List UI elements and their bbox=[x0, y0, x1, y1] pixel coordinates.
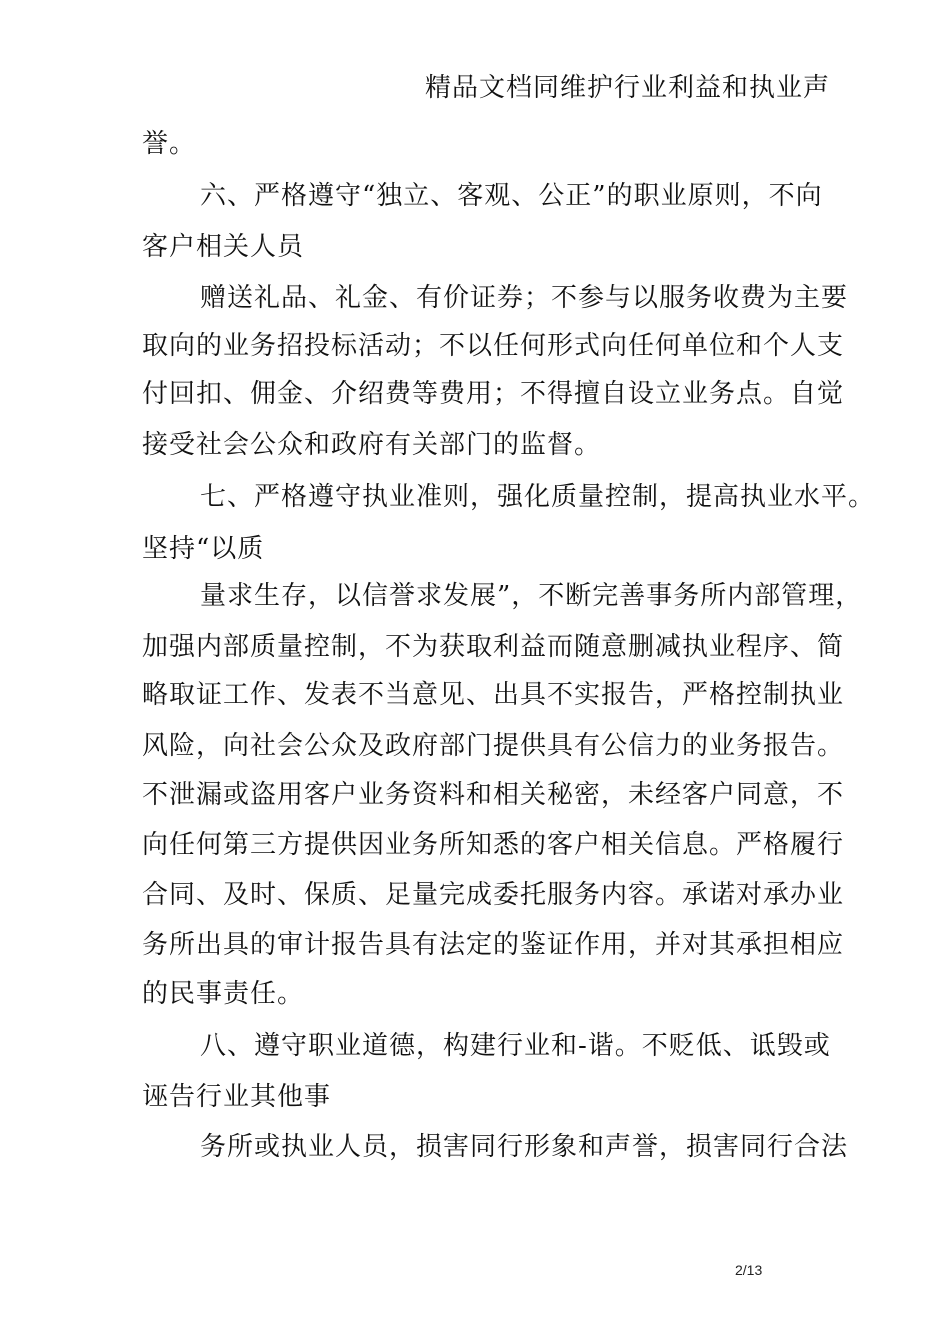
text-line: 接受社会公众和政府有关部门的监督。 bbox=[142, 430, 602, 460]
page-number: 2/13 bbox=[735, 1262, 763, 1278]
text-line: 向任何第三方提供因业务所知悉的客户相关信息。严格履行 bbox=[142, 830, 845, 860]
text-line: 的民事责任。 bbox=[142, 979, 305, 1009]
text-line: 精品文档同维护行业利益和执业声 bbox=[425, 73, 831, 103]
text-line: 坚持“以质 bbox=[142, 534, 265, 564]
text-line: 八、遵守职业道德，构建行业和-谐。不贬低、诋毁或 bbox=[200, 1031, 831, 1061]
text-line: 付回扣、佣金、介绍费等费用；不得擅自设立业务点。自觉 bbox=[142, 379, 845, 409]
text-line: 风险，向社会公众及政府部门提供具有公信力的业务报告。 bbox=[142, 731, 845, 761]
text-line: 诬告行业其他事 bbox=[142, 1082, 332, 1112]
text-line: 六、严格遵守“独立、客观、公正”的职业原则，不向 bbox=[200, 181, 823, 211]
text-line: 务所或执业人员，损害同行形象和声誉，损害同行合法 bbox=[200, 1132, 849, 1162]
text-line: 赠送礼品、礼金、有价证券；不参与以服务收费为主要 bbox=[200, 283, 849, 313]
text-line: 取向的业务招投标活动；不以任何形式向任何单位和个人支 bbox=[142, 331, 845, 361]
text-line: 量求生存，以信誉求发展”，不断完善事务所内部管理， bbox=[200, 581, 863, 611]
text-line: 客户相关人员 bbox=[142, 232, 305, 262]
text-line: 不泄漏或盗用客户业务资料和相关秘密，未经客户同意，不 bbox=[142, 780, 845, 810]
text-line: 务所出具的审计报告具有法定的鉴证作用，并对其承担相应 bbox=[142, 930, 845, 960]
text-line: 誉。 bbox=[142, 129, 197, 159]
text-line: 加强内部质量控制，不为获取利益而随意删减执业程序、简 bbox=[142, 632, 845, 662]
text-line: 七、严格遵守执业准则，强化质量控制，提高执业水平。 bbox=[200, 482, 876, 512]
text-line: 略取证工作、发表不当意见、出具不实报告，严格控制执业 bbox=[142, 680, 845, 710]
text-line: 合同、及时、保质、足量完成委托服务内容。承诺对承办业 bbox=[142, 880, 845, 910]
